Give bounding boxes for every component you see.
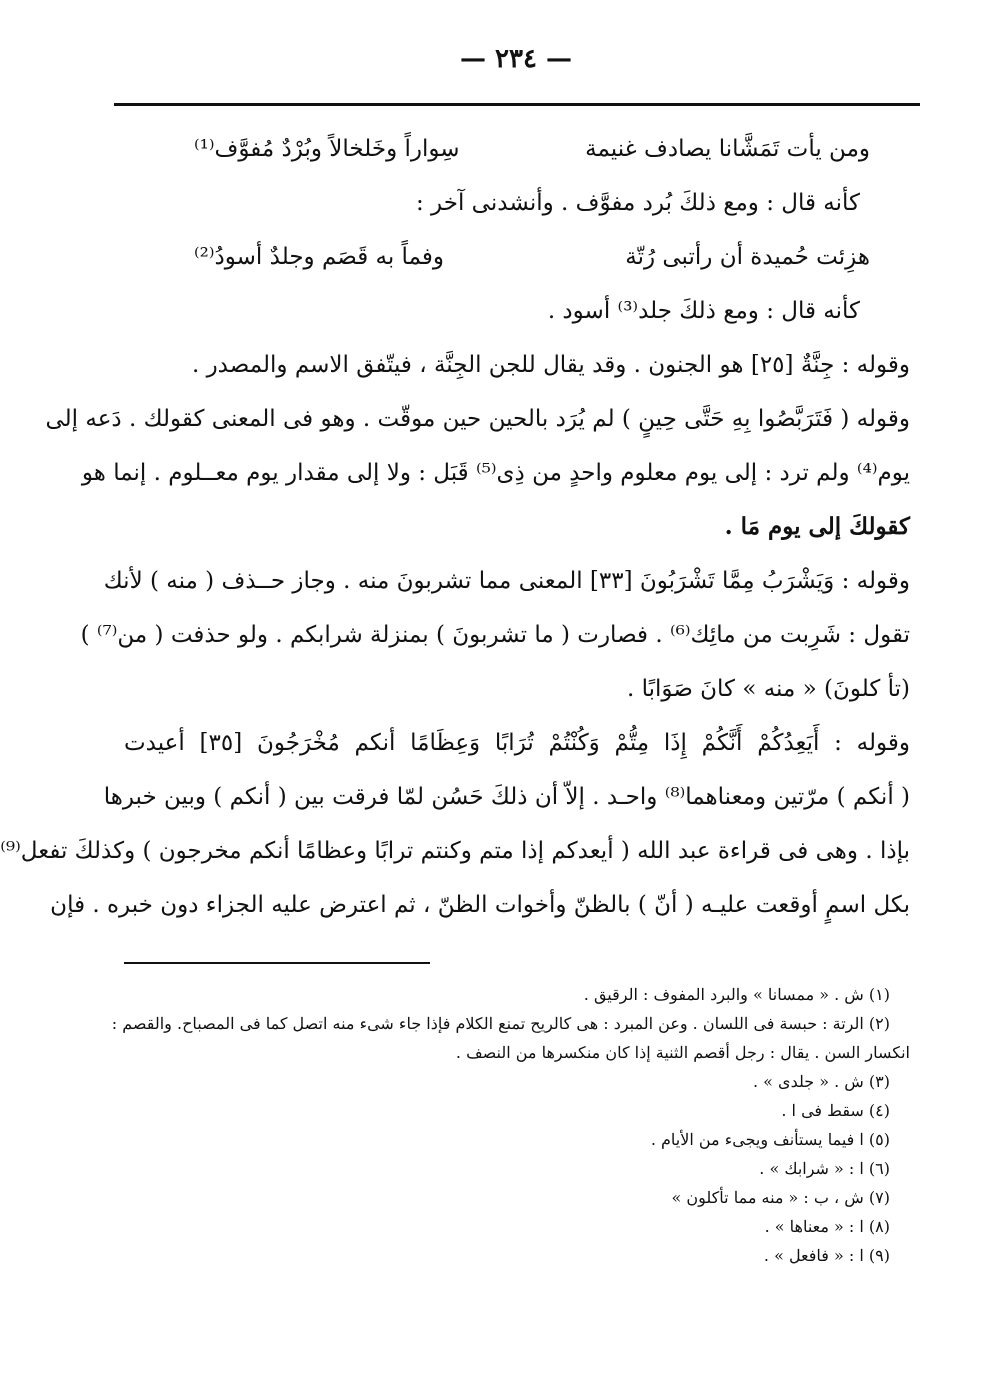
text-line: بإذا . وهى فى قراءة عبد الله ( أيعدكم إذا متم وكنتم ترابًا وعظامًا أنكم مخرجون ) وكذلكَ تفعل⁽⁹⁾ <box>0 838 910 864</box>
text-line: كأنه قال : ومع ذلكَ بُرد مفوَّف . وأنشدنى آخر : <box>416 190 860 216</box>
text-line: كقولكَ إلى يوم مَا . <box>724 513 910 540</box>
footnote-4: (٤) سقط فى ا . <box>781 1101 890 1120</box>
footnotes <box>111 980 910 1270</box>
text-line: ( أنكم ) مرّتين ومعناهما⁽⁸⁾ واحـد . إلاّ أن ذلكَ حَسُن لمّا فرقت بين ( أنكم ) وبين خبرها <box>103 784 910 810</box>
footnote-5: (٥) ا فيما يستأنف ويجىء من الأيام . <box>650 1130 890 1149</box>
footnote-rule <box>124 962 430 964</box>
verse-hemistich: وفماً به قَصَم وجلدٌ أسودُ⁽²⁾ <box>194 244 444 270</box>
text-line: تقول : شَرِبت من مائِك⁽⁶⁾ . فصارت ( ما تشربونَ ) بمنزلة شرابكم . ولو حذفت ( من⁽⁷⁾ ) <box>80 622 910 648</box>
verse-hemistich: سِواراً وخَلخالاً وبُرْدٌ مُفوَّف⁽¹⁾ <box>194 136 460 162</box>
footnote-2-continued: انكسار السن . يقال : رجل أقصم الثنية إذا كان منكسرها من النصف . <box>455 1043 910 1062</box>
main-text <box>0 122 910 932</box>
text-line: وقوله : أَيَعِدُكُمْ أَنَّكُمْ إِذَا مِتُّمْ وَكُنْتُمْ تُرَابًا وَعِظَامًا أنكم مُخْرَجُونَ [٣٥] أعيدت <box>124 730 910 756</box>
text-line: وقوله : جِنَّةٌ [٢٥] هو الجنون . وقد يقال للجن الجِنَّة ، فيتّفق الاسم والمصدر . <box>191 352 910 378</box>
footnote-6: (٦) ا : « شرابك » . <box>759 1159 890 1178</box>
footnote-1: (١) ش . « ممسانا » والبرد المفوف : الرقيق . <box>583 985 890 1004</box>
text-line: وقوله : وَيَشْرَبُ مِمَّا تَشْرَبُونَ [٣٣] المعنى مما تشربونَ منه . وجاز حــذف ( منه ) لأنك <box>103 568 910 594</box>
text-line: وقوله ( فَتَرَبَّصُوا بِهِ حَتَّى حِينٍ ) لم يُرَد بالحين حين موقّت . وهو فى المعنى كقولك . دَعه إلى <box>45 406 910 432</box>
text-line: (تأ كلونَ) « منه » كانَ صَوَابًا . <box>627 676 910 702</box>
verse-hemistich: ومن يأت تَمَشَّانا يصادف غنيمة <box>585 136 870 162</box>
footnote-8: (٨) ا : « معناها » . <box>764 1217 890 1236</box>
verse-line-2 <box>124 230 910 284</box>
text-line: يوم⁽⁴⁾ ولم ترد : إلى يوم معلوم واحدٍ من ذِى⁽⁵⁾ قَبَل : ولا إلى مقدار يوم معــلوم . إنما هو <box>81 460 910 486</box>
footnote-2: (٢) الرتة : حبسة فى اللسان . وعن المبرد : هى كالريح تمنع الكلام فإذا جاء شىء منه اتصل كما فى المصباح. والقصم : <box>111 1014 890 1033</box>
footnote-7: (٧) ش ، ب : « منه مما تأكلون » <box>671 1188 890 1207</box>
footnote-3: (٣) ش . « جلدى » . <box>753 1072 890 1091</box>
verse-hemistich: هزِئت حُميدة أن رأتبى رُتّة <box>625 244 870 270</box>
text-line: كأنه قال : ومع ذلكَ جلد⁽³⁾ أسود . <box>547 298 860 324</box>
text-line: بكل اسمٍ أوقعت عليـه ( أنّ ) بالظنّ وأخوات الظنّ ، ثم اعترض عليه الجزاء دون خبره . فإن <box>50 892 910 918</box>
footnote-9: (٩) ا : « فافعل » . <box>763 1246 890 1265</box>
verse-line-1 <box>124 122 910 176</box>
header-rule <box>114 103 920 106</box>
page-number: — ٢٣٤ — <box>459 44 573 74</box>
